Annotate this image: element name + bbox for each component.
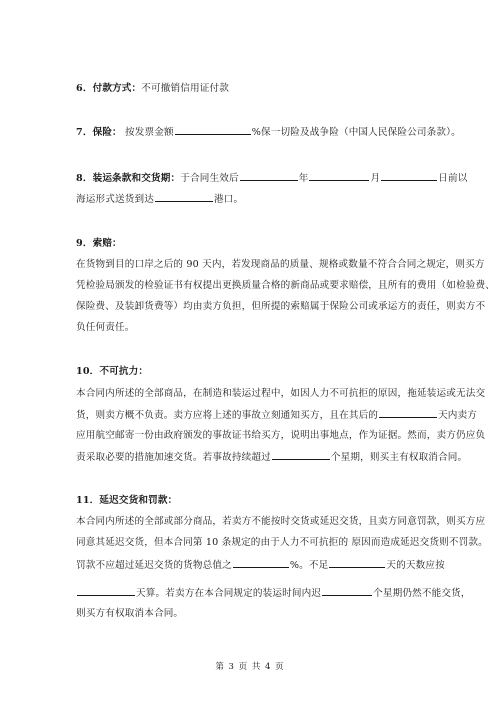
section-10-line2-b: 天内卖方 [438,410,478,421]
section-11-line3-b: %。不足 [289,560,329,571]
section-8-line-2 [76,192,243,206]
short-days-blank[interactable] [329,558,385,568]
section-10-line: 应用航空邮寄一份由政府颁发的事故证书给买方，说明出事地点，作为证据。然而，卖方仍应负 [76,430,486,441]
section-11-line4-b: 天算。若卖方在本合同规定的装运时间内迟 [136,588,322,599]
section-6-payment [76,82,229,95]
section-9-line: 负任何责任。 [76,322,135,333]
section-9-line: 凭检验局颁发的检验证书有权提出更换质量合格的新商品或要求赔偿，且所有的费用（如检验费、 [76,280,495,291]
section-7-text-a: 按发票金额 [125,127,174,138]
section-11-line: 同意其延迟交货，但本合同第 10 条规定的由于人力不可抗拒的 原因而造成延迟交货则不罚款。 [76,537,488,548]
section-11-heading: 11．延迟交货和罚款： [76,495,178,506]
section-11-line3-c: 天的天数应按 [386,560,445,571]
section-10-line: 本合同内所述的全部商品，在制造和装运过程中，如因人力不可抗拒的原因，拖延装运或无法交 [76,388,486,399]
port-blank[interactable] [155,192,213,202]
section-11-line4-c: 个星期仍然不能交货， [373,588,471,599]
section-8-shipment [76,171,467,185]
section-8-text-a: 于合同生效后 [180,173,239,184]
section-6-text: 不可撤销信用证付款 [141,83,229,94]
section-10-line4-b: 个星期，则买主有权取消合同。 [330,452,468,463]
section-11-line3-a: 罚款不应超过延迟交货的货物总值之 [76,560,232,571]
section-6-heading: 6．付款方式： [76,83,142,94]
section-10-line-4 [76,450,467,464]
month-blank[interactable] [309,171,369,181]
section-11-line: 则买方有权取消本合同。 [76,608,184,619]
year-blank[interactable] [240,171,298,181]
section-7-insurance [76,125,461,139]
section-7-text-b: %保一切险及战争险（中国人民保险公司条款）。 [251,127,461,138]
count-as-days-blank[interactable] [77,586,135,596]
day-blank[interactable] [381,171,437,181]
section-10-line4-a: 责采取必要的措施加速交货。若事故持续超过 [76,452,271,463]
section-8-text-b: 年 [298,173,309,184]
section-8-line2-a: 海运形式送货到达 [76,194,154,205]
section-9-line: 在货物到目的口岸之后的 90 天内，若发现商品的质量、规格或数量不符合合同之规定，则买方 [76,259,485,270]
section-11-line-3 [76,558,445,572]
section-9-heading: 9．索赔： [76,238,122,249]
section-8-text-c: 月 [370,173,381,184]
section-8-text-d: 日前以 [438,173,468,184]
section-7-heading: 7．保险： [76,127,122,138]
weeks-blank[interactable] [272,450,330,460]
section-11-line-4 [76,586,471,600]
penalty-percent-blank[interactable] [233,558,289,568]
section-10-heading: 10．不可抗力： [76,366,149,377]
section-9-line: 保险费、及装卸货费等）均由卖方负担，但所提的索赔属于保险公司或承运方的责任，则卖方不 [76,301,486,312]
section-8-line2-b: 港口。 [213,194,244,205]
section-8-heading: 8．装运条款和交货期： [76,173,181,184]
section-11-line: 本合同内所述的全部或部分商品，若卖方不能按时交货或延迟交货，且卖方同意罚款，则买方应 [76,516,486,527]
page-footer: 第 3 页 共 4 页 [215,662,285,672]
delay-weeks-blank[interactable] [322,586,372,596]
section-10-line-2 [76,408,477,422]
notice-days-blank[interactable] [379,408,437,418]
insurance-percent-blank[interactable] [175,125,251,135]
section-10-line2-a: 货，则卖方概不负责。卖方应将上述的事故立刻通知买方，且在其后的 [76,410,379,421]
